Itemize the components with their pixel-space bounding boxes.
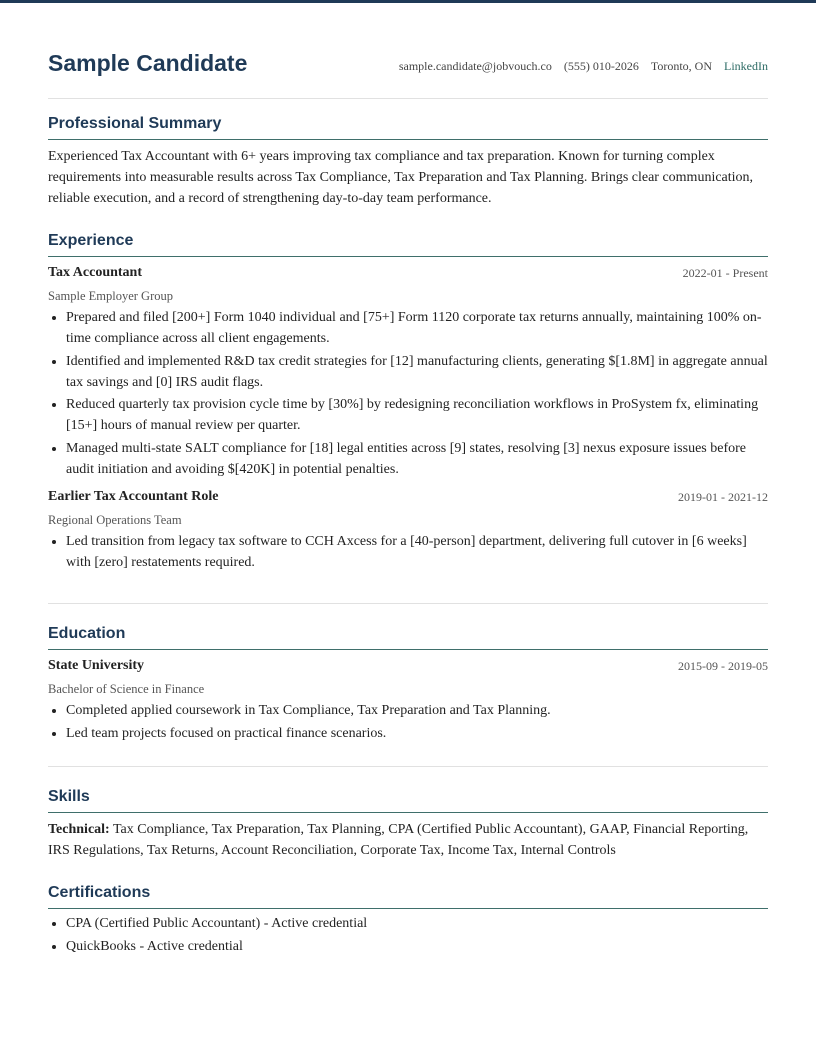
education-title: Education (48, 623, 768, 650)
linkedin-link[interactable]: LinkedIn (724, 59, 768, 73)
experience-section (48, 230, 768, 574)
contact-info (390, 58, 768, 74)
section-divider (48, 603, 768, 604)
school-name: State University (48, 658, 145, 673)
job-bullet: • Reduced quarterly tax provision cycle time by [30%] by redesigning reconciliation workflows in ProSystem fx, eliminating [15+] hours of manual review per quarter. (66, 394, 768, 436)
certification-item: • CPA (Certified Public Accountant) - Active credential (66, 913, 768, 934)
job-employer: Sample Employer Group (48, 289, 173, 303)
job-dates: 2022-01 - Present (682, 266, 768, 280)
skills-title: Skills (48, 786, 768, 813)
job-entry (48, 487, 768, 573)
skills-label: Technical: (48, 822, 110, 837)
experience-title: Experience (48, 230, 768, 257)
summary-title: Professional Summary (48, 113, 768, 140)
section-divider (48, 766, 768, 767)
contact-location: Toronto, ON (650, 59, 712, 73)
education-entry (48, 656, 768, 744)
job-bullet: • Prepared and filed [200+] Form 1040 individual and [75+] Form 1120 corporate tax returns annually, maintaining 100% on-time compliance across all client engagements. (66, 307, 768, 349)
job-title: Tax Accountant (48, 265, 143, 280)
job-entry (48, 263, 768, 480)
education-section (48, 623, 768, 745)
certifications-list (48, 913, 768, 957)
skills-section (48, 786, 768, 861)
skills-text (48, 819, 768, 861)
education-bullet: • Led team projects focused on practical finance scenarios. (66, 723, 768, 744)
job-bullet: • Led transition from legacy tax software to CCH Axcess for a [40-person] department, delivering full cutover in [6 weeks] with [zero] restatements required. (66, 531, 768, 573)
certification-item: • QuickBooks - Active credential (66, 936, 768, 957)
skills-list: Tax Compliance, Tax Preparation, Tax Planning, CPA (Certified Public Accountant), GAAP, Financial Reporting, IRS Regulations, Tax Returns, Account Reconciliation, Corporate Tax, Income Tax, Internal Controls (48, 822, 749, 858)
job-dates: 2019-01 - 2021-12 (678, 489, 768, 504)
summary-text: Experienced Tax Accountant with 6+ years improving tax compliance and tax preparation. Known for turning complex requirements into measurable results across Tax Compliance, Tax Preparation and Tax Planning. Brings clear communication, reliable execution, and a record of strengthening day-to-day team performance. (48, 149, 754, 206)
job-bullets (48, 531, 768, 573)
education-dates: 2015-09 - 2019-05 (678, 659, 768, 673)
job-bullets (48, 307, 768, 480)
certifications-section (48, 882, 768, 958)
contact-email[interactable]: sample.candidate@jobvouch.co (398, 59, 552, 73)
summary-section (48, 113, 768, 209)
job-bullet: • Identified and implemented R&D tax credit strategies for [12] manufacturing clients, generating $[1.8M] in aggregate annual tax savings and [0] IRS audit flags. (66, 351, 768, 393)
job-bullet: • Managed multi-state SALT compliance for [18] legal entities across [9] states, resolving [3] nexus exposure issues before audit initiation and avoiding $[420K] in potential penalties. (66, 438, 768, 480)
education-bullets (48, 700, 768, 744)
resume-header (48, 48, 768, 99)
job-title: Earlier Tax Accountant Role (48, 488, 219, 504)
top-accent-bar (0, 0, 816, 3)
education-bullet: • Completed applied coursework in Tax Compliance, Tax Preparation and Tax Planning. (66, 700, 768, 721)
certifications-title: Certifications (48, 882, 768, 909)
candidate-name: Sample Candidate (48, 50, 248, 76)
degree: Bachelor of Science in Finance (48, 682, 205, 696)
job-employer: Regional Operations Team (48, 512, 182, 527)
contact-phone: (555) 010-2026 (563, 59, 639, 73)
